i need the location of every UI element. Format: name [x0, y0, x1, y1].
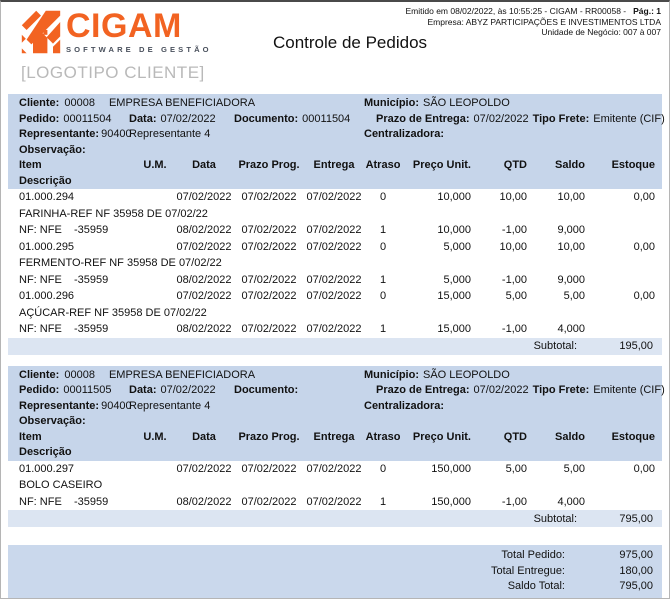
- field-label-data: Data:: [129, 112, 157, 125]
- column-subheader-descricao: Descrição: [19, 446, 72, 458]
- field-value-representante-name: Representante 4: [129, 128, 211, 140]
- cell: [137, 189, 173, 206]
- field-label-representante: Representante:: [19, 128, 100, 140]
- cell: 5,00: [505, 290, 527, 302]
- logo-area: [21, 7, 212, 83]
- orders-container: [1, 94, 669, 527]
- meta-business-unit: Unidade de Negócio: 007 à 007: [541, 27, 661, 37]
- cell: 5,00: [563, 462, 585, 475]
- cell: 1: [379, 323, 387, 335]
- field-value-tipo-frete: Emitente (CIF): [593, 112, 665, 125]
- field-label-cliente: Cliente:: [19, 97, 60, 109]
- cigam-logo-tagline: SOFTWARE DE GESTÃO: [66, 45, 212, 54]
- cell: 0: [379, 462, 387, 475]
- cell: 07/02/2022: [241, 495, 297, 508]
- cell: NF: NFE -35959: [19, 224, 109, 236]
- cell: 07/02/2022: [306, 495, 362, 508]
- field-label-documento: Documento:: [234, 384, 299, 396]
- column-header: Preço Unit.: [412, 430, 471, 443]
- column-headers: [19, 158, 653, 174]
- field-label-documento: Documento:: [234, 112, 299, 125]
- order-info-band: [8, 94, 665, 189]
- cigam-logo-text: CIGAM: [66, 7, 182, 45]
- cell: 07/02/2022: [306, 240, 362, 253]
- field-value-pedido: 00011504: [63, 112, 112, 125]
- cell: 10,000: [437, 224, 471, 236]
- field-value-pedido: 00011505: [63, 384, 112, 396]
- cell: 5,000: [443, 273, 471, 286]
- field-label-observacao: Observação:: [19, 143, 86, 156]
- cell: 0: [379, 290, 387, 302]
- column-header: Saldo: [555, 159, 585, 171]
- cell: [585, 321, 655, 338]
- info-line-representante: [19, 127, 653, 143]
- field-value-municipio: SÃO LEOPOLDO: [423, 97, 510, 109]
- order-block: [8, 366, 665, 528]
- cell: [137, 239, 173, 256]
- cell: 10,00: [499, 240, 527, 253]
- cell: 0,00: [633, 462, 655, 475]
- field-value-cliente-name: EMPRESA BENEFICIADORA: [108, 97, 256, 109]
- cell: [137, 222, 173, 239]
- cell: 5,000: [443, 240, 471, 253]
- field-value-representante-code: 90400: [101, 128, 132, 140]
- field-label-observacao: Observação:: [19, 415, 86, 427]
- field-value-cliente-name: EMPRESA BENEFICIADORA: [108, 368, 256, 381]
- cell: 0,00: [633, 240, 655, 253]
- field-value-prazo-entrega: 07/02/2022: [473, 384, 529, 396]
- cell: 07/02/2022: [241, 224, 297, 236]
- cell: NF: NFE -35959: [19, 273, 109, 286]
- column-header: Entrega: [313, 430, 355, 443]
- cell: 08/02/2022: [176, 273, 232, 286]
- subtotal-row: [8, 338, 662, 355]
- cell: 01.000.295: [19, 240, 75, 253]
- report-meta: [405, 6, 661, 38]
- cell: 4,000: [557, 323, 585, 335]
- field-label-prazo-entrega: Prazo de Entrega:: [376, 384, 470, 396]
- cell: 5,00: [505, 462, 527, 475]
- cell: 07/02/2022: [306, 224, 362, 236]
- cell: 150,000: [431, 462, 471, 475]
- info-line-representante: [19, 399, 653, 415]
- cell: 07/02/2022: [176, 191, 232, 203]
- cell: 07/02/2022: [176, 290, 232, 302]
- subtotal-label: Subtotal:: [533, 340, 577, 352]
- totals-row: [19, 548, 653, 564]
- cell: 07/02/2022: [241, 191, 297, 203]
- cell: 08/02/2022: [176, 495, 232, 508]
- cell: 01.000.296: [19, 290, 75, 302]
- order-rows: [8, 461, 662, 511]
- cell: [137, 494, 173, 511]
- meta-emitted: Emitido em 08/02/2022, às 10:55:25 - CIGAM - RR00058 -: [405, 6, 627, 16]
- field-value-documento: 00011504: [302, 112, 351, 125]
- cell: 01.000.297: [19, 462, 75, 475]
- cell: -1,00: [501, 323, 527, 335]
- column-header: Item: [19, 159, 42, 171]
- column-headers: [19, 430, 653, 446]
- column-header: Entrega: [313, 159, 355, 171]
- column-header: QTD: [503, 430, 527, 443]
- column-header: Data: [192, 430, 216, 443]
- subtotal-row: [8, 510, 662, 527]
- column-header: Estoque: [611, 159, 655, 171]
- subtotal-value: 795,00: [619, 512, 653, 525]
- subtotal-label: Subtotal:: [533, 512, 577, 525]
- totals-row: [19, 564, 653, 580]
- field-value-data: 07/02/2022: [160, 384, 216, 396]
- cell: [137, 461, 173, 478]
- field-label-centralizadora: Centralizadora:: [364, 399, 445, 412]
- totals-block: [8, 545, 662, 598]
- cell: 10,00: [557, 191, 585, 203]
- cell: 07/02/2022: [306, 273, 362, 286]
- cell: 0: [379, 191, 387, 203]
- cell: NF: NFE -35959: [19, 495, 109, 508]
- field-value-representante-name: Representante 4: [129, 399, 211, 412]
- meta-company: Empresa: ABYZ PARTICIPAÇÕES E INVESTIMENTOS LTDA: [427, 16, 661, 27]
- cell: 1: [379, 224, 387, 236]
- total-value: 975,00: [619, 549, 653, 561]
- cell: -1,00: [501, 224, 527, 236]
- column-header: Prazo Prog.: [238, 159, 300, 171]
- total-value: 795,00: [619, 580, 653, 592]
- column-header: U.M.: [143, 430, 167, 443]
- column-header: Prazo Prog.: [238, 430, 300, 443]
- cell: NF: NFE -35959: [19, 323, 109, 335]
- total-label: Total Pedido:: [501, 549, 565, 561]
- client-logo-placeholder: [LOGOTIPO CLIENTE]: [21, 63, 205, 82]
- cell: 9,000: [557, 273, 585, 286]
- page-header: [1, 2, 669, 94]
- totals-row: [19, 579, 653, 595]
- total-value: 180,00: [619, 564, 653, 577]
- description-row: AÇÚCAR-REF NF 35958 DE 07/02/22: [19, 306, 207, 319]
- field-value-cliente-code: 00008: [64, 368, 95, 381]
- info-line-observacao: [19, 414, 653, 430]
- cell: 1: [379, 273, 387, 286]
- field-label-pedido: Pedido:: [19, 112, 60, 125]
- column-header: Atraso: [365, 430, 401, 443]
- cell: 0,00: [633, 290, 655, 302]
- nf-row: [19, 272, 653, 289]
- order-rows: [8, 189, 662, 338]
- column-header: Item: [19, 430, 42, 443]
- meta-page-number: Pág.: 1: [633, 6, 661, 16]
- field-label-pedido: Pedido:: [19, 384, 60, 396]
- nf-row: [19, 494, 653, 511]
- cell: 9,000: [557, 224, 585, 236]
- cell: 07/02/2022: [241, 290, 297, 302]
- cell: [585, 222, 655, 239]
- info-line-pedido: [19, 383, 665, 399]
- cell: [137, 321, 173, 338]
- cigam-logo-icon: [21, 10, 61, 54]
- item-row: [19, 239, 653, 256]
- field-label-data: Data:: [129, 384, 157, 396]
- item-row: [19, 288, 653, 305]
- description-row: FARINHA-REF NF 35958 DE 07/02/22: [19, 207, 208, 220]
- cell: -1,00: [501, 495, 527, 508]
- cell: [585, 494, 655, 511]
- total-label: Total Entregue:: [491, 564, 565, 577]
- item-row: [19, 189, 653, 206]
- nf-row: [19, 222, 653, 239]
- cell: 07/02/2022: [176, 240, 232, 253]
- order-info-band: [8, 366, 665, 461]
- column-subheader-descricao: Descrição: [19, 174, 72, 187]
- cell: [585, 272, 655, 289]
- cell: 4,000: [557, 495, 585, 508]
- cell: 150,000: [431, 495, 471, 508]
- column-header: Saldo: [555, 430, 585, 443]
- info-line-observacao: [19, 143, 653, 159]
- field-label-representante: Representante:: [19, 399, 100, 412]
- info-line-cliente: [19, 368, 653, 384]
- column-header: QTD: [503, 159, 527, 171]
- cell: 07/02/2022: [241, 462, 297, 475]
- cell: 07/02/2022: [241, 323, 297, 335]
- cell: 01.000.294: [19, 191, 75, 203]
- cell: 07/02/2022: [306, 323, 362, 335]
- cell: 0: [379, 240, 387, 253]
- subtotal-value: 195,00: [619, 340, 653, 352]
- column-header: U.M.: [143, 159, 167, 171]
- column-header: Atraso: [365, 159, 401, 171]
- cell: 10,000: [437, 191, 471, 203]
- description-row: BOLO CASEIRO: [19, 479, 103, 491]
- field-label-tipo-frete: Tipo Frete:: [532, 384, 590, 396]
- column-header: Data: [192, 159, 216, 171]
- cell: 15,000: [437, 290, 471, 302]
- field-label-municipio: Município:: [364, 368, 419, 381]
- item-row: [19, 461, 653, 478]
- cell: 10,00: [499, 191, 527, 203]
- cell: 07/02/2022: [241, 240, 297, 253]
- cell: 07/02/2022: [176, 462, 232, 475]
- cell: 08/02/2022: [176, 323, 232, 335]
- field-value-data: 07/02/2022: [160, 112, 216, 125]
- cell: 07/02/2022: [306, 462, 362, 475]
- column-header: Preço Unit.: [412, 159, 471, 171]
- cell: [137, 272, 173, 289]
- cell: [137, 288, 173, 305]
- field-label-tipo-frete: Tipo Frete:: [532, 112, 590, 125]
- report-title: Controle de Pedidos: [272, 33, 428, 52]
- description-row: FERMENTO-REF NF 35958 DE 07/02/22: [19, 257, 222, 269]
- total-label: Saldo Total:: [507, 580, 565, 592]
- cell: -1,00: [501, 273, 527, 286]
- field-label-municipio: Município:: [364, 97, 419, 109]
- cell: 15,000: [437, 323, 471, 335]
- field-label-centralizadora: Centralizadora:: [364, 128, 445, 140]
- column-header: Estoque: [611, 430, 655, 443]
- cell: 0,00: [633, 191, 655, 203]
- cell: 10,00: [557, 240, 585, 253]
- meta-emitted-line: [405, 6, 661, 17]
- cell: 5,00: [563, 290, 585, 302]
- cell: 07/02/2022: [241, 273, 297, 286]
- field-value-tipo-frete: Emitente (CIF): [593, 384, 665, 396]
- nf-row: [19, 321, 653, 338]
- cell: 07/02/2022: [306, 290, 362, 302]
- cell: 08/02/2022: [176, 224, 232, 236]
- field-value-prazo-entrega: 07/02/2022: [473, 112, 529, 125]
- info-line-cliente: [19, 96, 653, 112]
- field-value-cliente-code: 00008: [64, 97, 95, 109]
- order-block: [8, 94, 665, 355]
- field-label-cliente: Cliente:: [19, 368, 60, 381]
- cell: 1: [379, 495, 387, 508]
- field-value-municipio: SÃO LEOPOLDO: [423, 368, 510, 381]
- field-value-representante-code: 90400: [101, 399, 132, 412]
- info-line-pedido: [19, 112, 665, 128]
- cell: 07/02/2022: [306, 191, 362, 203]
- field-label-prazo-entrega: Prazo de Entrega:: [376, 112, 470, 125]
